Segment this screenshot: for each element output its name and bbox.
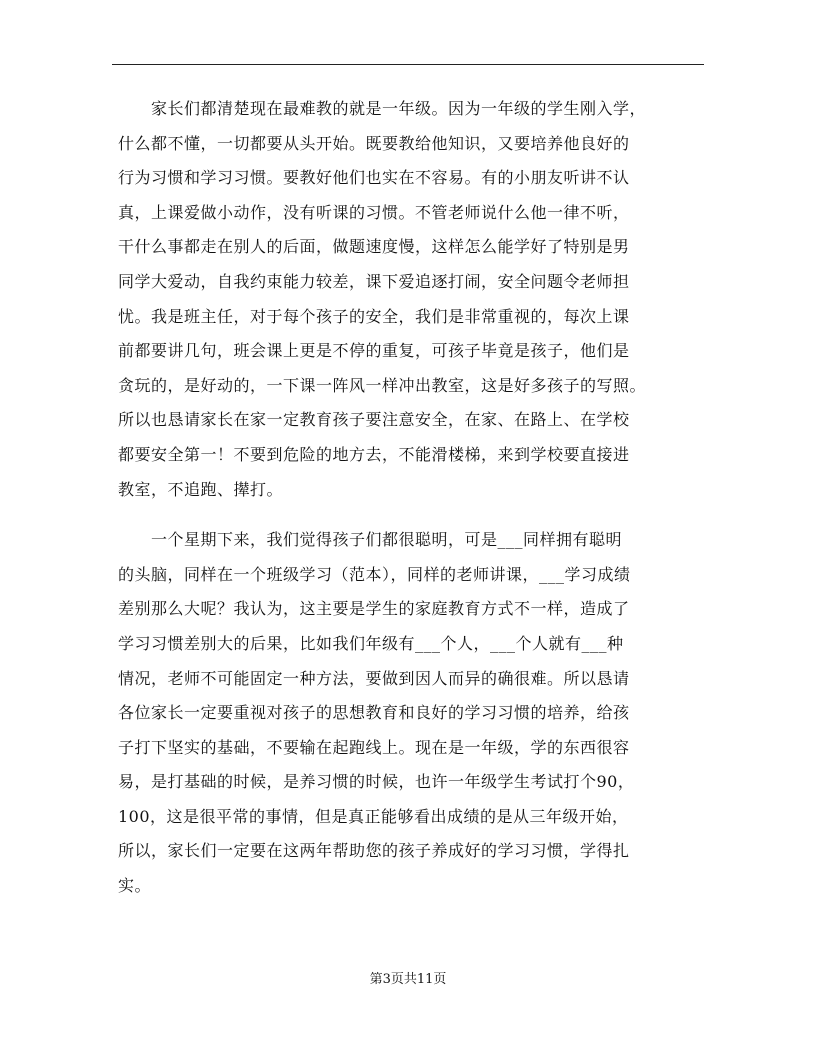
paragraph-line: 一个星期下来，我们觉得孩子们都很聪明，可是___同样拥有聪明 (118, 530, 623, 550)
paragraph-line: 实。 (118, 876, 152, 896)
paragraph-line: 的头脑，同样在一个班级学习（范本），同样的老师讲课，___学习成绩 (118, 564, 631, 584)
paragraph-line: 贪玩的，是好动的，一下课一阵风一样冲出教室，这是好多孩子的写照。 (118, 375, 647, 395)
paragraph-line: 前都要讲几句，班会课上更是不停的重复，可孩子毕竟是孩子，他们是 (118, 341, 630, 361)
paragraph-line: 什么都不懂，一切都要从头开始。既要教给他知识，又要培养他良好的 (118, 133, 630, 153)
paragraph-line: 所以，家长们一定要在这两年帮助您的孩子养成好的学习习惯，学得扎 (118, 841, 630, 861)
paragraph-line: 情况，老师不可能固定一种方法，要做到因人而异的确很难。所以恳请 (118, 668, 630, 688)
paragraph-line: 各位家长一定要重视对孩子的思想教育和良好的学习习惯的培养，给孩 (118, 703, 630, 723)
paragraph-line: 子打下坚实的基础，不要输在起跑线上。现在是一年级，学的东西很容 (118, 737, 630, 757)
page-number-footer: 第3页共11页 (369, 972, 447, 987)
paragraph-line: 家长们都清楚现在最难教的就是一年级。因为一年级的学生刚入学， (118, 99, 647, 118)
header-rule (112, 64, 704, 65)
paragraph-line: 干什么事都走在别人的后面，做题速度慢，这样怎么能学好了特别是男 (118, 237, 630, 257)
paragraph-line: 同学大爱动，自我约束能力较差，课下爱追逐打闹，安全问题令老师担 (118, 271, 630, 291)
paragraph-2 (118, 523, 718, 904)
paragraph-line: 教室，不追跑、撵打。 (118, 479, 284, 499)
paragraph-line: 忧。我是班主任，对于每个孩子的安全，我们是非常重视的，每次上课 (118, 306, 630, 326)
paragraph-1 (118, 92, 718, 507)
paragraph-line: 都要安全第一！不要到危险的地方去，不能滑楼梯，来到学校要直接进 (118, 444, 630, 464)
document-body (118, 92, 718, 904)
paragraph-line: 学习习惯差别大的后果，比如我们年级有___个人，___个人就有___种 (118, 633, 624, 653)
paragraph-line: 行为习惯和学习习惯。要教好他们也实在不容易。有的小朋友听讲不认 (118, 168, 630, 188)
paragraph-line: 100，这是很平常的事情，但是真正能够看出成绩的是从三年级开始， (118, 806, 629, 826)
paragraph-line: 易，是打基础的时候，是养习惯的时候，也许一年级学生考试打个90， (118, 772, 635, 792)
paragraph-line: 所以也恳请家长在家一定教育孩子要注意安全，在家、在路上、在学校 (118, 410, 630, 430)
paragraph-line: 真，上课爱做小动作，没有听课的习惯。不管老师说什么他一律不听， (118, 202, 630, 222)
paragraph-line: 差别那么大呢？我认为，这主要是学生的家庭教育方式不一样，造成了 (118, 599, 630, 619)
